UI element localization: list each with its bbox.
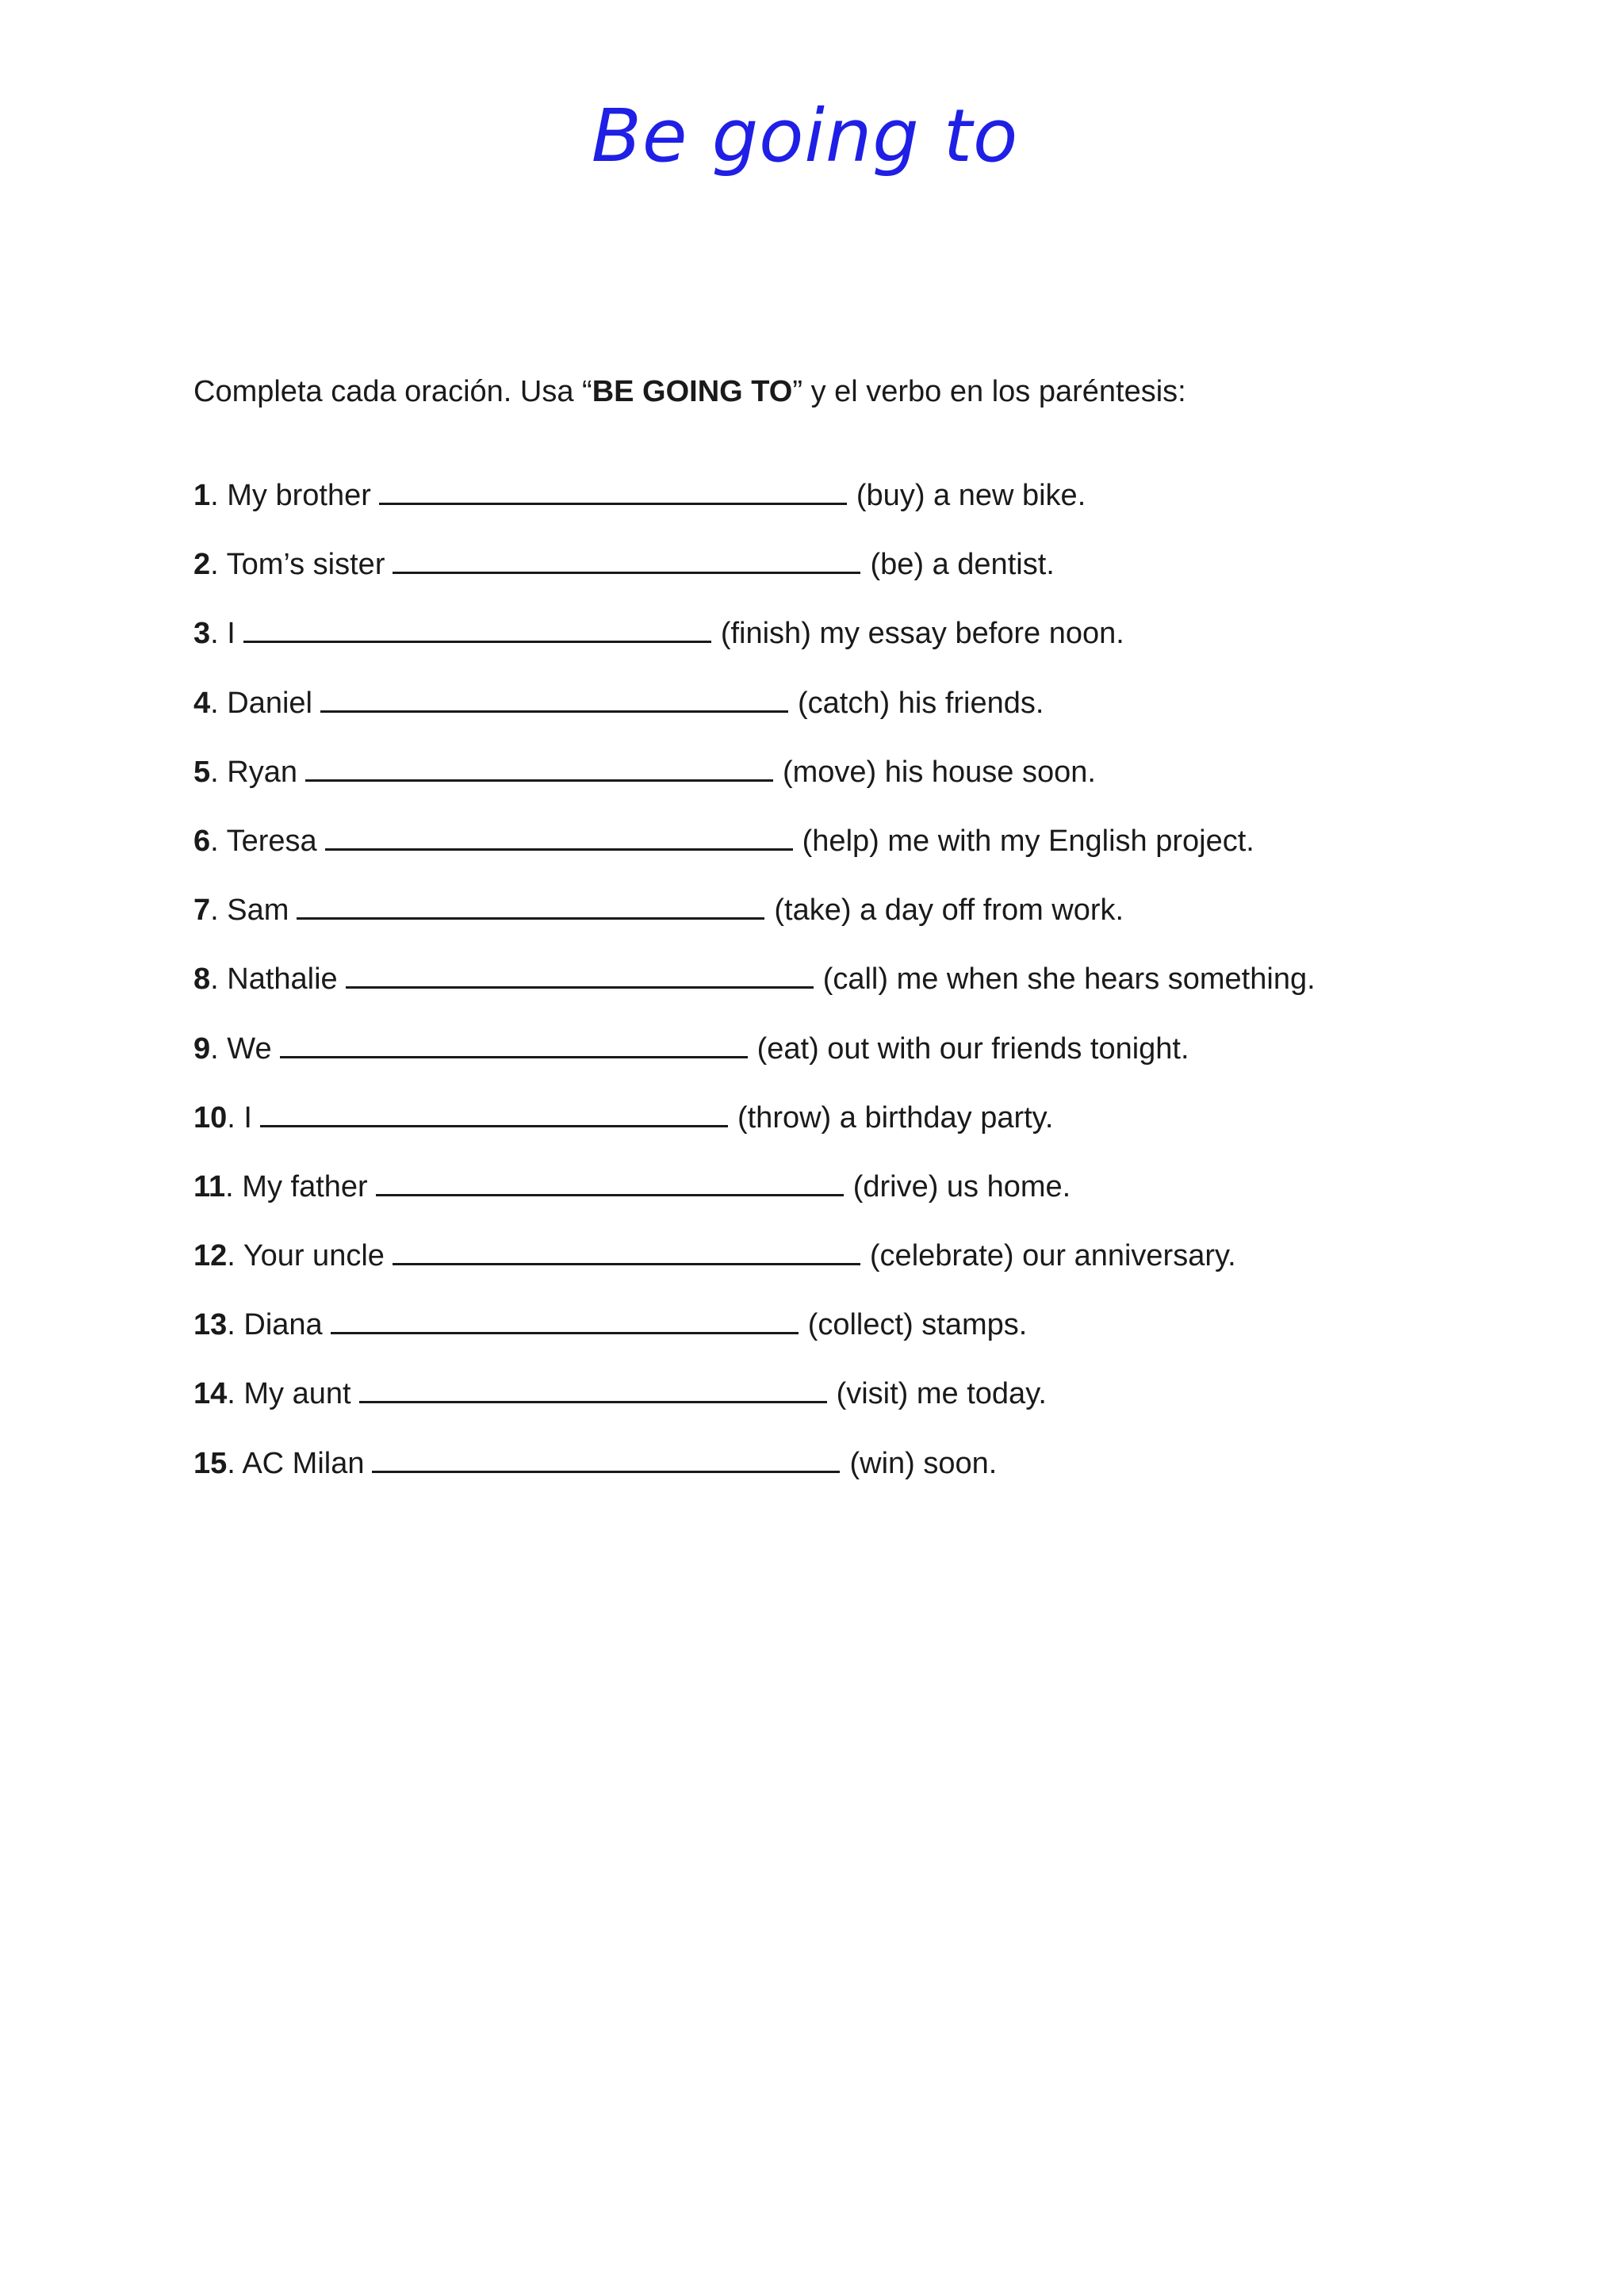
exercise-rest: (call) me when she hears something. (822, 962, 1316, 997)
exercise-rest: (finish) my essay before noon. (720, 617, 1124, 651)
exercise-subject: Teresa (226, 824, 317, 858)
exercise-list (193, 476, 1316, 1513)
exercise-subject: Tom’s sister (226, 548, 385, 582)
exercise-subject: Ryan (227, 755, 297, 789)
exercise-rest: (win) soon. (849, 1446, 998, 1480)
exercise-subject: My aunt (243, 1377, 351, 1411)
instructions-before: Completa cada oración. Usa “ (193, 375, 592, 408)
exercise-rest: (celebrate) our anniversary. (869, 1239, 1236, 1273)
answer-blank[interactable] (305, 752, 773, 782)
answer-blank[interactable] (243, 614, 711, 643)
exercise-item: 5. Ryan (move) his house soon. (193, 752, 1316, 821)
exercise-item: 9. We (eat) out with our friends tonight. (193, 1029, 1316, 1098)
exercise-subject: Sam (227, 894, 289, 928)
exercise-item: 7. Sam (take) a day off from work. (193, 890, 1316, 959)
exercise-number: 7 (193, 894, 211, 928)
answer-blank[interactable] (379, 476, 847, 505)
answer-blank[interactable] (346, 959, 814, 989)
exercise-number: 8 (193, 962, 211, 997)
exercise-subject: My father (242, 1169, 368, 1203)
exercise-item: 4. Daniel (catch) his friends. (193, 683, 1316, 752)
exercise-subject: I (243, 1100, 252, 1135)
exercise-number: 12 (193, 1239, 228, 1273)
exercise-rest: (collect) stamps. (807, 1308, 1028, 1342)
answer-blank[interactable] (359, 1374, 827, 1403)
exercise-item: 13. Diana (collect) stamps. (193, 1305, 1316, 1374)
exercise-item: 6. Teresa (help) me with my English project. (193, 821, 1316, 890)
exercise-rest: (buy) a new bike. (856, 479, 1086, 512)
exercise-number: 11 (193, 1169, 226, 1203)
exercise-item: 14. My aunt (visit) me today. (193, 1374, 1316, 1443)
exercise-subject: I (227, 617, 236, 651)
answer-blank[interactable] (325, 821, 793, 851)
page-title: Be going to (591, 94, 1019, 178)
exercise-number: 3 (193, 617, 211, 651)
exercise-item: 3. I (finish) my essay before noon. (193, 614, 1316, 683)
exercise-number: 15 (193, 1446, 228, 1480)
answer-blank[interactable] (331, 1305, 799, 1334)
answer-blank[interactable] (376, 1167, 844, 1196)
exercise-item: 12. Your uncle (celebrate) our anniversary. (193, 1236, 1316, 1305)
exercise-number: 4 (193, 686, 211, 720)
exercise-subject: Your uncle (243, 1239, 385, 1273)
exercise-rest: (drive) us home. (852, 1169, 1071, 1203)
exercise-rest: (throw) a birthday party. (737, 1100, 1054, 1135)
exercise-item: 10. I (throw) a birthday party. (193, 1098, 1316, 1167)
instructions-after: ” y el verbo en los paréntesis: (792, 375, 1186, 408)
exercise-number: 10 (193, 1100, 228, 1135)
exercise-subject: Daniel (227, 686, 312, 720)
exercise-rest: (eat) out with our friends tonight. (756, 1031, 1189, 1066)
exercise-subject: Diana (243, 1308, 323, 1342)
exercise-rest: (move) his house soon. (782, 755, 1096, 789)
answer-blank[interactable] (320, 683, 788, 713)
exercise-subject: Nathalie (227, 962, 338, 997)
exercise-rest: (help) me with my English project. (802, 824, 1254, 858)
exercise-number: 2 (193, 548, 211, 582)
exercise-item: 2. Tom’s sister (be) a dentist. (193, 545, 1316, 614)
exercise-rest: (be) a dentist. (870, 548, 1055, 582)
instructions-emphasis: BE GOING TO (592, 375, 793, 408)
exercise-number: 9 (193, 1031, 211, 1066)
answer-blank[interactable] (393, 545, 860, 574)
exercise-rest: (take) a day off from work. (774, 894, 1124, 928)
exercise-subject: AC Milan (242, 1446, 365, 1480)
exercise-number: 6 (193, 824, 211, 858)
exercise-item: 15. AC Milan (win) soon. (193, 1444, 1316, 1513)
answer-blank[interactable] (280, 1029, 748, 1058)
exercise-number: 1 (193, 479, 211, 512)
exercise-item: 8. Nathalie (call) me when she hears something. (193, 959, 1316, 1028)
exercise-item: 11. My father (drive) us home. (193, 1167, 1316, 1236)
exercise-item: 1. My brother (buy) a new bike. (193, 476, 1316, 545)
exercise-number: 14 (193, 1377, 228, 1411)
instructions (193, 373, 1186, 411)
exercise-subject: We (227, 1031, 272, 1066)
answer-blank[interactable] (372, 1444, 840, 1473)
answer-blank[interactable] (393, 1236, 860, 1265)
answer-blank[interactable] (260, 1098, 728, 1127)
exercise-number: 5 (193, 755, 211, 789)
exercise-subject: My brother (227, 479, 371, 512)
exercise-rest: (catch) his friends. (798, 686, 1044, 720)
exercise-number: 13 (193, 1308, 228, 1342)
exercise-rest: (visit) me today. (836, 1377, 1047, 1411)
answer-blank[interactable] (297, 890, 764, 920)
